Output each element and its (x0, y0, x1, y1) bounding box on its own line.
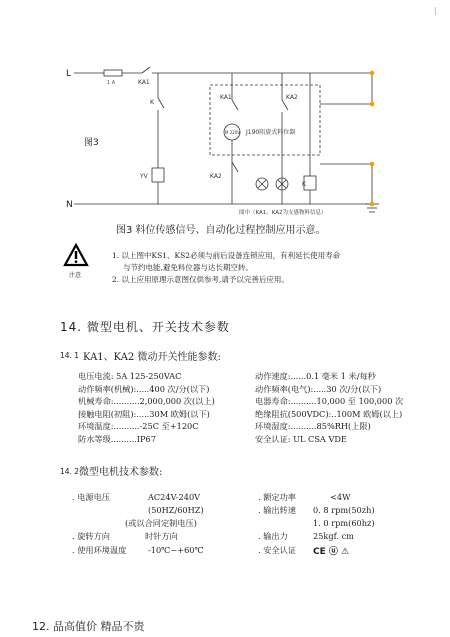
yv-valve-symbol (152, 168, 164, 182)
section-title: 14. 微型电机、开关技术参数 (60, 320, 230, 334)
switch-spec-right-row: 动作频率(电气):.....30 次/分(以下) (255, 383, 382, 394)
note-item-1-cont: 与节约电能,避免料位器与达长期空转。 (123, 263, 253, 272)
switch-spec-left-row: 接触电阻(初阻):.....30M 欧姆(以下) (78, 408, 210, 419)
motor-label: M 220V (225, 130, 241, 135)
switch-spec-left (78, 370, 215, 446)
note-item-2: 2. 以上应用原理示意图仅供参考,请予以完善后应用。 (112, 275, 289, 284)
certification-marks: CE ⓤ ⚠ (313, 547, 350, 557)
diagram-note: 图中（KA1、KA2为支感物料信息） (239, 210, 327, 216)
speed-label: . 输出转速 (258, 505, 296, 515)
certification-label: . 安全认证 (258, 545, 296, 555)
note-item-1: 1. 以上图中KS1、KS2必须与前后设备连锁应用，有利延长使用寿命 (112, 251, 341, 260)
warning-icon (63, 243, 89, 267)
subsection-1-number: 14. 1 (60, 351, 80, 360)
circuit-diagram (0, 0, 450, 230)
relay-ka1-label: KA1 (220, 94, 232, 101)
switch-spec-left-row: 动作频率(机械):.....400 次/分(以下) (78, 383, 210, 394)
torque-label: . 输出力 (258, 531, 288, 541)
temperature-value: -10℃~+60℃ (148, 545, 204, 555)
switch-spec-left-row: 环境温度:..........-25C 至+120C (78, 421, 199, 432)
subsection-2-number: 14. 2 (60, 467, 80, 476)
line-n-label: N (66, 200, 73, 210)
subsection-1-title: KA1、KA2 微动开关性能参数: (83, 352, 221, 363)
switch-spec-left-row: 电压电流: 5A 125-250VAC (78, 371, 182, 381)
ka1-top-label: KA1 (138, 79, 150, 86)
page-footer: 12. 品高值价 精品不贵 (32, 620, 145, 633)
device-label: J190阻旋式料位器 (246, 129, 296, 136)
line-l-label: L (66, 69, 72, 79)
relay-ka2-label: KA2 (286, 94, 298, 101)
k-label: K (150, 99, 154, 106)
temperature-label: . 使用环境温度 (72, 545, 127, 555)
figure-caption: 图3 料位传感信号、自动化过程控制应用示意。 (116, 225, 326, 236)
coil-label: K (302, 181, 306, 188)
power-value: <4W (330, 492, 351, 502)
switch-spec-right (255, 370, 403, 446)
frequency-value: (50HZ/60HZ) (148, 505, 204, 515)
switch-spec-right-row: 电器寿命:..........10,000 至 100,000 次 (255, 396, 404, 407)
ka2-switch-bottom (232, 162, 238, 172)
torque-value: 25kgf. cm (313, 531, 354, 541)
k-switch (158, 98, 164, 108)
speed-value-50hz: 0. 8 rpm(50zh) (313, 505, 375, 515)
speed-value-60hz: 1. 0 rpm(60hz) (313, 518, 375, 528)
switch-spec-left-row: 机械寿命:..........2,000,000 次(以上) (78, 396, 215, 407)
fuse-symbol (104, 70, 122, 76)
power-label: . 额定功率 (258, 492, 296, 502)
switch-spec-right-row: 环境湿度:..........85%RH(上限) (255, 421, 371, 432)
warning-label: 注意 (69, 272, 82, 279)
voltage-label: . 电源电压 (72, 492, 110, 502)
subsection-2-title: 微型电机技术参数: (79, 467, 163, 478)
rotation-label: . 旋转方向 (72, 531, 110, 541)
switch-spec-left-row: 防水等级..........IP67 (78, 433, 156, 444)
ka1-switch-top (142, 67, 150, 73)
switch-spec-right-row: 安全认证: UL CSA VDE (255, 433, 347, 444)
page-mark: | (434, 6, 437, 15)
switch-spec-right-row: 绝缘阻抗(500VDC):..100M 欧姆(以上) (255, 408, 403, 419)
fig-label: 图3 (84, 138, 99, 148)
rotation-value: 时针方向 (145, 531, 178, 541)
switch-spec-right-row: 动作速度:......0.1 毫米 1 米/每秒 (255, 371, 376, 381)
voltage-value: AC24V-240V (148, 492, 201, 502)
yv-label: YV (140, 173, 148, 180)
fuse-label: 1 A (107, 80, 116, 86)
ka2-bottom-label: KA2 (210, 173, 222, 180)
custom-voltage-note: (或以合同定制电压) (125, 518, 197, 528)
